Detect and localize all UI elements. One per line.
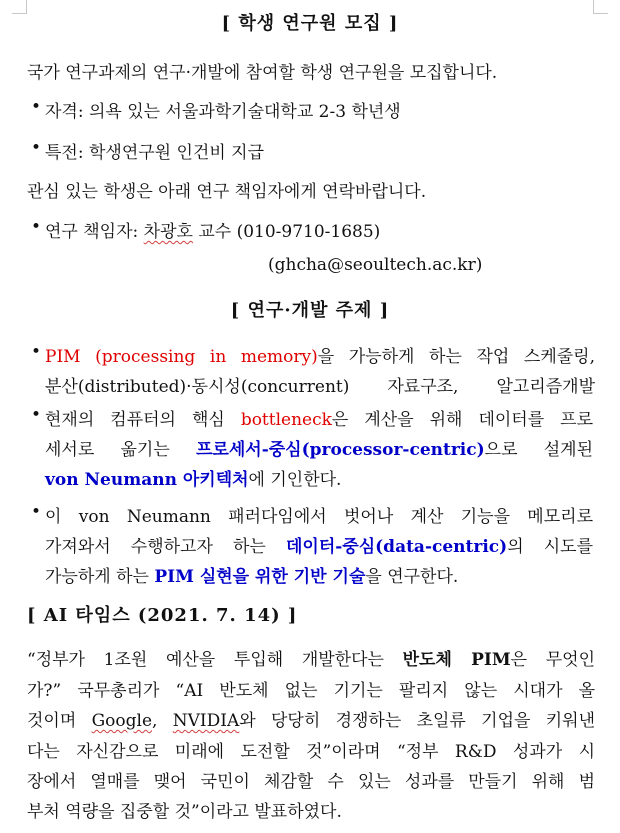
nvidia-word: NVIDIA [172,711,240,731]
news-line-2: 가?” 국무총리가 “AI 반도체 없는 기기는 팔리지 않는 시대가 올 [27,681,595,701]
news-title: [ AI 타임스 (2021. 7. 14) ] [27,605,298,626]
news-line-1 [27,645,595,670]
topic-text: 가능하게 하는 [45,567,155,587]
pi-prefix: 연구 책임자: [45,222,144,242]
contact-intro: 관심 있는 학생은 아래 연구 책임자에게 연락바랍니다. [27,182,427,202]
topic-text: 에 기인한다. [248,470,342,490]
news-line-5: 장에서 열매를 맺어 국민이 체감할 수 있는 성과를 만들기 위해 범 [27,772,595,792]
pi-name: 차광호 [143,222,193,242]
topic-item-2-line-1 [45,405,593,430]
bullet-icon: • [31,405,42,425]
pi-contact: 교수 (010-9710-1685) [192,222,381,242]
news-text: 은 무엇인 [510,650,596,670]
bullet-icon: • [31,502,42,522]
google-word: Google [91,711,153,731]
topic-text: 현재의 컴퓨터의 핵심 [45,410,241,430]
topic-title: [ 연구·개발 주제 ] [230,300,390,321]
pi-email: (ghcha@seoultech.ac.kr) [268,255,483,275]
news-line-3 [27,706,595,731]
pim-technology-term: PIM 실현을 위한 기반 기술 [154,567,366,587]
news-text: 와 당당히 경쟁하는 초일류 기업을 키워낸 [239,711,595,731]
von-neumann-term: von Neumann 아키텍처 [45,470,249,490]
recruit-title: [ 학생 연구원 모집 ] [221,13,399,34]
data-centric-term: 데이터-중심(data-centric) [285,537,508,557]
bullet-icon: • [31,97,42,117]
topic-item-3-line-2 [45,532,593,557]
news-text: 것이며 [27,711,92,731]
topic-item-2-line-2 [45,435,593,460]
topic-item-3-line-1: 이 von Neumann 패러다임에서 벗어나 계산 기능을 메모리로 [45,507,593,527]
topic-item-1-line-2: 분산(distributed)·동시성(concurrent) 자료구조, 알고리즘개발 [45,377,595,397]
topic-text: 의 시도를 [507,537,593,557]
semiconductor-pim-term: 반도체 PIM [402,650,511,670]
topic-text: 은 계산을 위해 데이터를 프로 [331,410,593,430]
bullet-icon: • [31,217,42,237]
bullet-icon: • [31,138,42,158]
bottleneck-term: bottleneck [240,410,332,430]
qualification-item: 자격: 의욕 있는 서울과학기술대학교 2-3 학년생 [45,102,401,122]
bullet-icon: • [31,342,42,362]
topic-item-2-line-3 [45,465,341,490]
topic-text: 세서로 옮기는 [45,440,196,460]
topic-item-1-line-1 [45,342,595,367]
processor-centric-term: 프로세서-중심(processor-centric) [196,440,485,460]
topic-item-3-line-3 [45,562,458,587]
topic-text: 으로 설계된 [484,440,594,460]
news-line-6: 부처 역량을 집중할 것”이라고 발표하였다. [27,802,342,822]
benefit-item: 특전: 학생연구원 인건비 지급 [45,143,265,163]
recruit-intro: 국가 연구과제의 연구·개발에 참여할 학생 연구원을 모집합니다. [27,63,498,83]
news-text: “정부가 1조원 예산을 투입해 개발한다는 [27,650,403,670]
pi-item [45,217,380,242]
topic-text: 가져와서 수행하고자 하는 [45,537,286,557]
topic-text: 을 연구한다. [365,567,459,587]
pim-term: PIM (processing in memory) [45,347,318,367]
topic-text: 을 가능하게 하는 작업 스케줄링, [317,347,596,367]
news-line-4: 다는 자신감으로 미래에 도전할 것”이라며 “정부 R&D 성과가 시 [27,742,595,762]
news-text: , [152,711,173,731]
